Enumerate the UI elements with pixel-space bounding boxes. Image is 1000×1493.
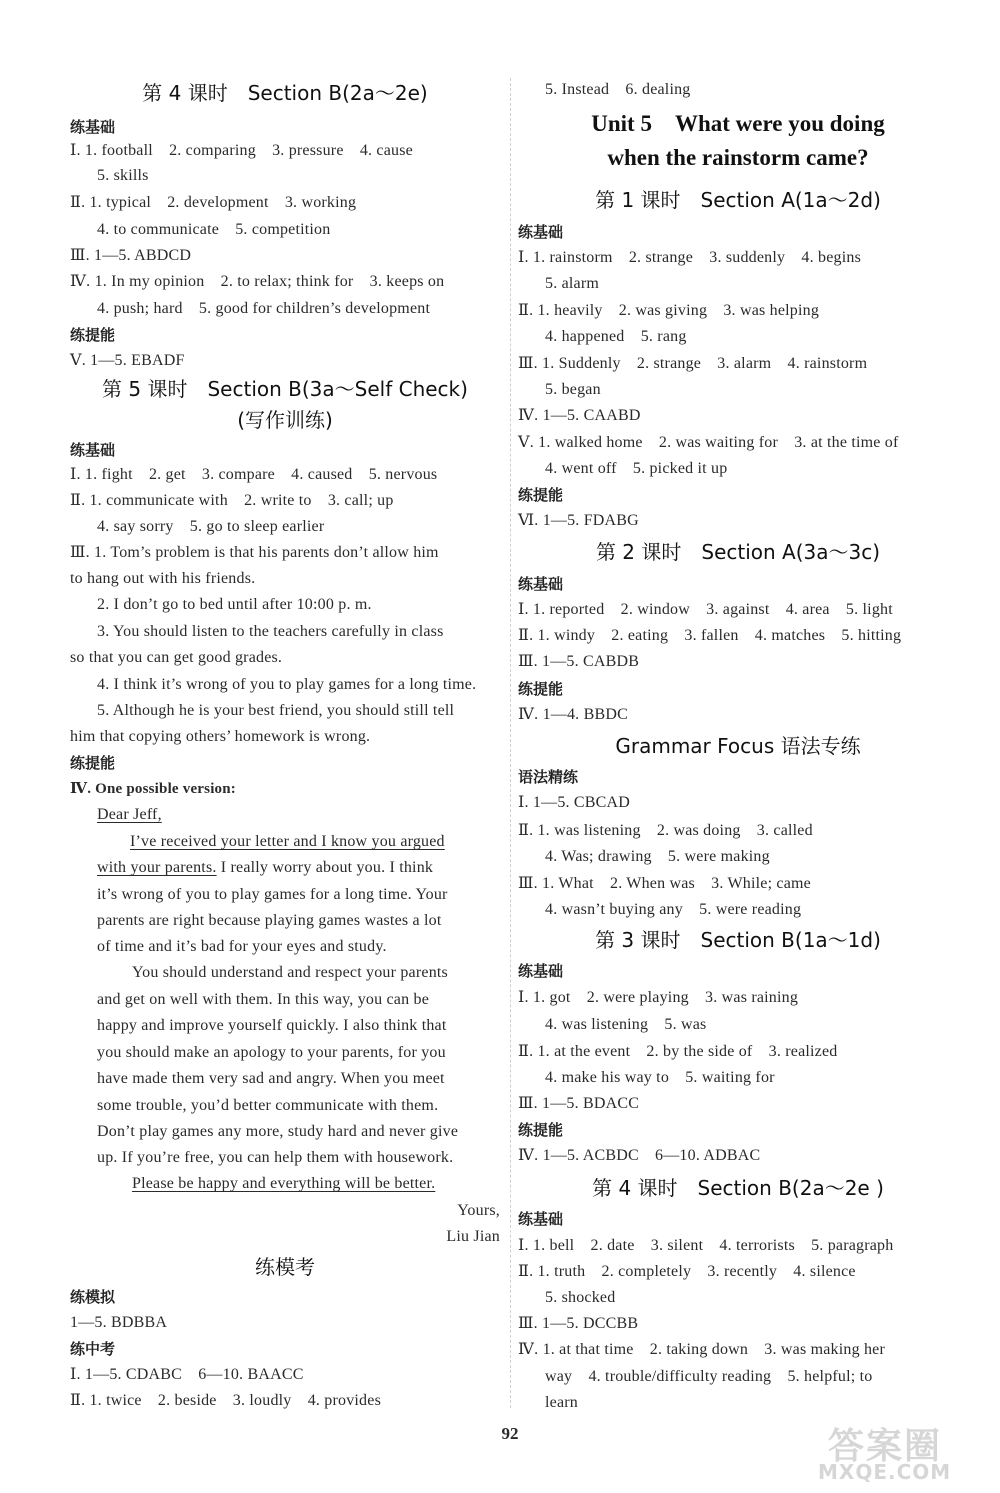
answer-line: 5. Instead 6. dealing <box>545 81 691 98</box>
essay-line: happy and improve yourself quickly. I also think that <box>97 1017 447 1034</box>
answer-line: Ⅲ. 1. Suddenly 2. strange 3. alarm 4. rainstorm <box>518 355 868 372</box>
essay-line: have made them very sad and angry. When you meet <box>97 1070 445 1087</box>
answer-line: Ⅱ. 1. typical 2. development 3. working <box>70 194 357 211</box>
essay-underlined: Please be happy and everything will be better. <box>132 1175 436 1192</box>
answer-line: Ⅰ. 1. reported 2. window 3. against 4. area 5. light <box>518 601 893 618</box>
answer-line: 5. shocked <box>545 1289 616 1306</box>
answer-line: Ⅳ. 1. In my opinion 2. to relax; think for 3. keeps on <box>70 273 445 290</box>
essay-line <box>132 1174 500 1194</box>
answer-line: 4. to communicate 5. competition <box>97 221 331 238</box>
answer-line: Ⅰ. 1—5. CDABC 6—10. BAACC <box>70 1366 304 1383</box>
essay-line: some trouble, you’d better communicate with them. <box>97 1097 439 1114</box>
answer-line: 4. happened 5. rang <box>545 328 687 345</box>
answer-line: Ⅱ. 1. windy 2. eating 3. fallen 4. matches 5. hitting <box>518 627 902 644</box>
answer-line: 5. began <box>545 381 601 398</box>
label-basic: 练基础 <box>518 223 564 241</box>
watermark-logo <box>808 1418 988 1484</box>
answer-line: Ⅱ. 1. at the event 2. by the side of 3. realized <box>518 1043 838 1060</box>
answer-line: 4. wasn’t buying any 5. were reading <box>545 901 802 918</box>
answer-line: Ⅳ. 1—4. BBDC <box>518 706 628 723</box>
essay-heading: Ⅳ. One possible version: <box>70 781 236 797</box>
answer-line: Ⅲ. 1—5. BDACC <box>518 1095 640 1112</box>
answer-line: Ⅰ. 1—5. CBCAD <box>518 794 631 811</box>
answer-line: Ⅰ. 1. fight 2. get 3. compare 4. caused 5. nervous <box>70 466 438 483</box>
watermark-url: MXQE.COM <box>818 1460 952 1484</box>
answer-line: to hang out with his friends. <box>70 570 256 587</box>
answer-line: 4. Was; drawing 5. were making <box>545 848 770 865</box>
label-mock: 练模拟 <box>70 1288 116 1306</box>
essay-line: You should understand and respect your parents <box>132 964 448 981</box>
answer-line: 3. You should listen to the teachers carefully in class <box>97 623 444 640</box>
essay-line: of time and it’s bad for your eyes and study. <box>97 938 387 955</box>
answer-line: Ⅱ. 1. was listening 2. was doing 3. called <box>518 822 813 839</box>
answer-line: Ⅳ. 1. at that time 2. taking down 3. was making her <box>518 1341 886 1358</box>
answer-line: 1—5. BDBBA <box>70 1314 168 1331</box>
section-heading: Grammar Focus 语法专练 <box>615 734 861 758</box>
answer-line: Ⅲ. 1—5. CABDB <box>518 653 640 670</box>
answer-line: Ⅵ. 1—5. FDABG <box>518 512 639 529</box>
label-improve: 练提能 <box>70 754 116 772</box>
label-basic: 练基础 <box>518 575 564 593</box>
answer-line: Ⅰ. 1. football 2. comparing 3. pressure 4. cause <box>70 142 413 159</box>
essay-closing: Yours, <box>457 1202 500 1219</box>
answer-line: 4. went off 5. picked it up <box>545 460 728 477</box>
answer-line: Ⅴ. 1—5. EBADF <box>70 352 185 369</box>
answer-line: him that copying others’ homework is wrong. <box>70 728 371 745</box>
answer-line: Ⅴ. 1. walked home 2. was waiting for 3. at the time of <box>518 434 899 451</box>
answer-line: 2. I don’t go to bed until after 10:00 p. m. <box>97 596 372 613</box>
label-grammar: 语法精练 <box>518 768 579 786</box>
answer-line: 5. skills <box>97 167 149 184</box>
answer-line: Ⅲ. 1. What 2. When was 3. While; came <box>518 875 811 892</box>
unit-title: when the rainstorm came? <box>607 145 869 170</box>
label-basic: 练基础 <box>70 441 116 459</box>
answer-line: Ⅰ. 1. got 2. were playing 3. was raining <box>518 989 799 1006</box>
label-improve: 练提能 <box>518 486 564 504</box>
section-heading: 第 3 课时 Section B(1a～1d) <box>595 928 881 952</box>
answer-line: Ⅰ. 1. rainstorm 2. strange 3. suddenly 4. begins <box>518 249 861 266</box>
label-improve: 练提能 <box>70 326 116 344</box>
answer-line: 4. I think it’s wrong of you to play games for a long time. <box>97 676 477 693</box>
answer-line: Ⅰ. 1. bell 2. date 3. silent 4. terrorists 5. paragraph <box>518 1237 894 1254</box>
essay-underlined: with your parents. <box>97 859 217 876</box>
essay-line: parents are right because playing games wastes a lot <box>97 912 442 929</box>
answer-line: 4. push; hard 5. good for children’s development <box>97 300 431 317</box>
section-heading: 第 1 课时 Section A(1a～2d) <box>595 188 881 212</box>
answer-line: Ⅱ. 1. truth 2. completely 3. recently 4. silence <box>518 1263 856 1280</box>
essay-line: it’s wrong of you to play games for a long time. Your <box>97 886 448 903</box>
answer-line: way 4. trouble/difficulty reading 5. helpful; to <box>545 1368 873 1385</box>
label-basic: 练基础 <box>518 962 564 980</box>
column-divider <box>510 78 511 1408</box>
answer-line: Ⅲ. 1—5. DCCBB <box>518 1315 639 1332</box>
label-improve: 练提能 <box>518 1121 564 1139</box>
section-heading: 第 2 课时 Section A(3a～3c) <box>595 540 881 564</box>
essay-text: I really worry about you. I think <box>216 859 434 876</box>
essay-signature: Liu Jian <box>446 1228 500 1245</box>
essay-line <box>97 858 500 878</box>
answer-line: so that you can get good grades. <box>70 649 283 666</box>
essay-greeting: Dear Jeff, <box>97 806 162 823</box>
answer-line: 5. Although he is your best friend, you should still tell <box>97 702 455 719</box>
answer-line: 4. say sorry 5. go to sleep earlier <box>97 518 325 535</box>
essay-line <box>130 832 500 852</box>
answer-line: Ⅳ. 1—5. ACBDC 6—10. ADBAC <box>518 1147 761 1164</box>
answer-line: Ⅱ. 1. twice 2. beside 3. loudly 4. provides <box>70 1392 381 1409</box>
answer-line: Ⅱ. 1. communicate with 2. write to 3. call; up <box>70 492 394 509</box>
section-heading: 第 4 课时 Section B(2a～2e ) <box>592 1176 884 1200</box>
answer-line: 5. alarm <box>545 275 600 292</box>
answer-line: Ⅲ. 1. Tom’s problem is that his parents don’t allow him <box>70 544 439 561</box>
essay-line: you should make an apology to your parents, for you <box>97 1044 446 1061</box>
answer-line: 4. was listening 5. was <box>545 1016 707 1033</box>
label-basic: 练基础 <box>70 118 116 136</box>
label-basic: 练基础 <box>518 1210 564 1228</box>
answer-line: Ⅲ. 1—5. ABDCD <box>70 247 192 264</box>
essay-line: and get on well with them. In this way, you can be <box>97 991 429 1008</box>
answer-line: learn <box>545 1394 578 1411</box>
answer-line: Ⅳ. 1—5. CAABD <box>518 407 641 424</box>
section-heading: 练模考 <box>255 1255 315 1279</box>
section-heading: 第 4 课时 Section B(2a～2e) <box>142 81 428 105</box>
section-heading: 第 5 课时 Section B(3a～Self Check) <box>102 377 468 401</box>
answer-line: Ⅱ. 1. heavily 2. was giving 3. was helping <box>518 302 820 319</box>
section-subheading: (写作训练) <box>237 408 333 432</box>
watermark-text: 答案圈 <box>828 1426 943 1467</box>
essay-line: up. If you’re free, you can help them with housework. <box>97 1149 454 1166</box>
unit-title: Unit 5 What were you doing <box>591 111 885 136</box>
essay-underlined: I’ve received your letter and I know you argued <box>130 833 445 850</box>
label-improve: 练提能 <box>518 680 564 698</box>
answer-line: 4. make his way to 5. waiting for <box>545 1069 775 1086</box>
label-exam: 练中考 <box>70 1340 116 1358</box>
page-number: 92 <box>501 1424 519 1443</box>
essay-line: Don’t play games any more, study hard and never give <box>97 1123 459 1140</box>
